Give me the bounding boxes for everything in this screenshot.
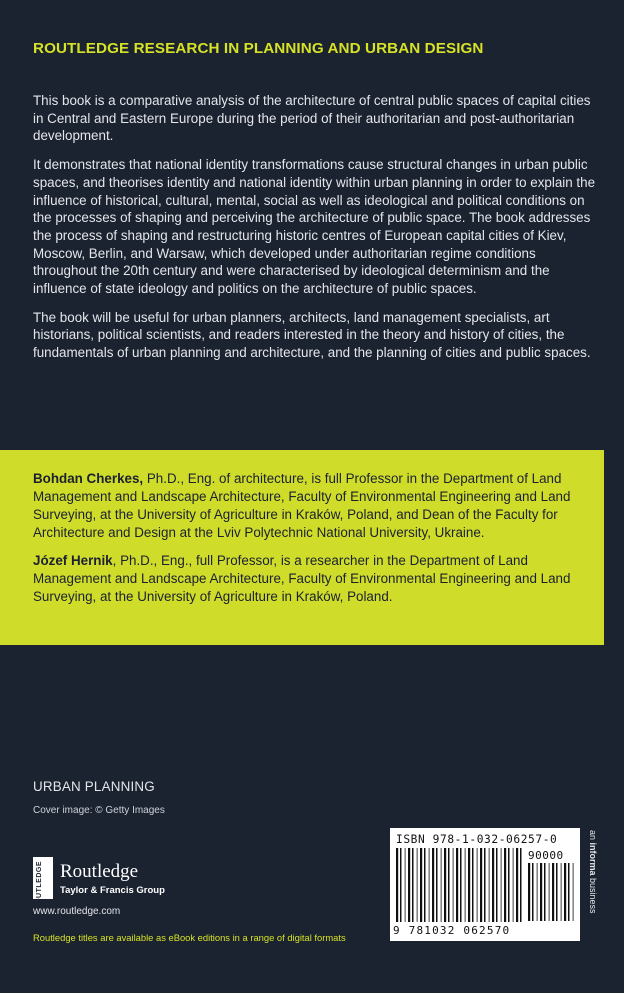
ebook-note: Routledge titles are available as eBook editions in a range of digital formats: [33, 932, 346, 943]
informa-tagline: an informa business: [588, 830, 598, 914]
publisher-logo: [33, 855, 233, 910]
author-bio-text-1: Ph.D., Eng. of architecture, is full Professor in the Department of Land Management and Landscape Architecture, Faculty of Environmental Engineering and Land Surveying, at the University of Agriculture in Kraków, Poland, and Dean of the Faculty for Architecture and Design at the Lviv Polytechnic National University, Ukraine.: [33, 471, 571, 540]
author-name-1: Bohdan Cherkes,: [33, 471, 144, 486]
cover-credit: Cover image: © Getty Images: [33, 805, 165, 816]
publisher-name: Routledge: [60, 861, 139, 882]
book-description: [33, 92, 599, 373]
routledge-mark-icon: ROUTLEDGE: [33, 857, 53, 899]
author-bio-text-2: , Ph.D., Eng., full Professor, is a researcher in the Department of Land Management and Landscape Architecture, Faculty of Environmental Engineering and Land Surveying, at the University of Agriculture in Kraków, Poland.: [33, 553, 571, 604]
informa-brand: informa: [588, 842, 598, 876]
author-bio-2: [33, 552, 584, 606]
author-bio-1: [33, 470, 584, 542]
publisher-group: Taylor & Francis Group: [60, 885, 165, 896]
barcode-bars: [396, 848, 524, 922]
price-code: 90000: [528, 849, 564, 862]
author-name-2: Józef Hernik: [33, 553, 113, 568]
series-title: ROUTLEDGE RESEARCH IN PLANNING AND URBAN DESIGN: [33, 40, 484, 57]
isbn-barcode: [390, 828, 580, 941]
addon-barcode-bars: [528, 863, 574, 921]
isbn-text: ISBN 978-1-032-06257-0: [396, 833, 558, 846]
author-bios-panel: [0, 450, 604, 645]
subject-category: URBAN PLANNING: [33, 779, 155, 794]
description-paragraph-1: This book is a comparative analysis of the architecture of central public spaces of capital cities in Central and Eastern Europe during the period of their authoritarian and post-authoritarian development.: [33, 93, 591, 144]
description-paragraph-2: It demonstrates that national identity transformations cause structural changes in urban public spaces, and theorises identity and national identity within urban planning in order to explain the influence of historical, cultural, mental, social as well as ideological and political conditions on the processes of shaping and perceiving the architecture of public space. The book addresses the process of shaping and restructuring historic centres of European capital cities of Kiev, Moscow, Berlin, and Warsaw, which developed under authoritarian regime conditions throughout the 20th century and were characterised by ideological determinism and the influence of state ideology and politics on the architecture of public spaces.: [33, 157, 596, 297]
publisher-url: www.routledge.com: [33, 906, 121, 917]
barcode-number: 9 781032 062570: [393, 924, 511, 937]
description-paragraph-3: The book will be useful for urban planners, architects, land management specialists, art historians, political scientists, and readers interested in the theory and history of cities, the fundamentals of urban planning and architecture, and the planning of cities and public spaces.: [33, 309, 591, 361]
